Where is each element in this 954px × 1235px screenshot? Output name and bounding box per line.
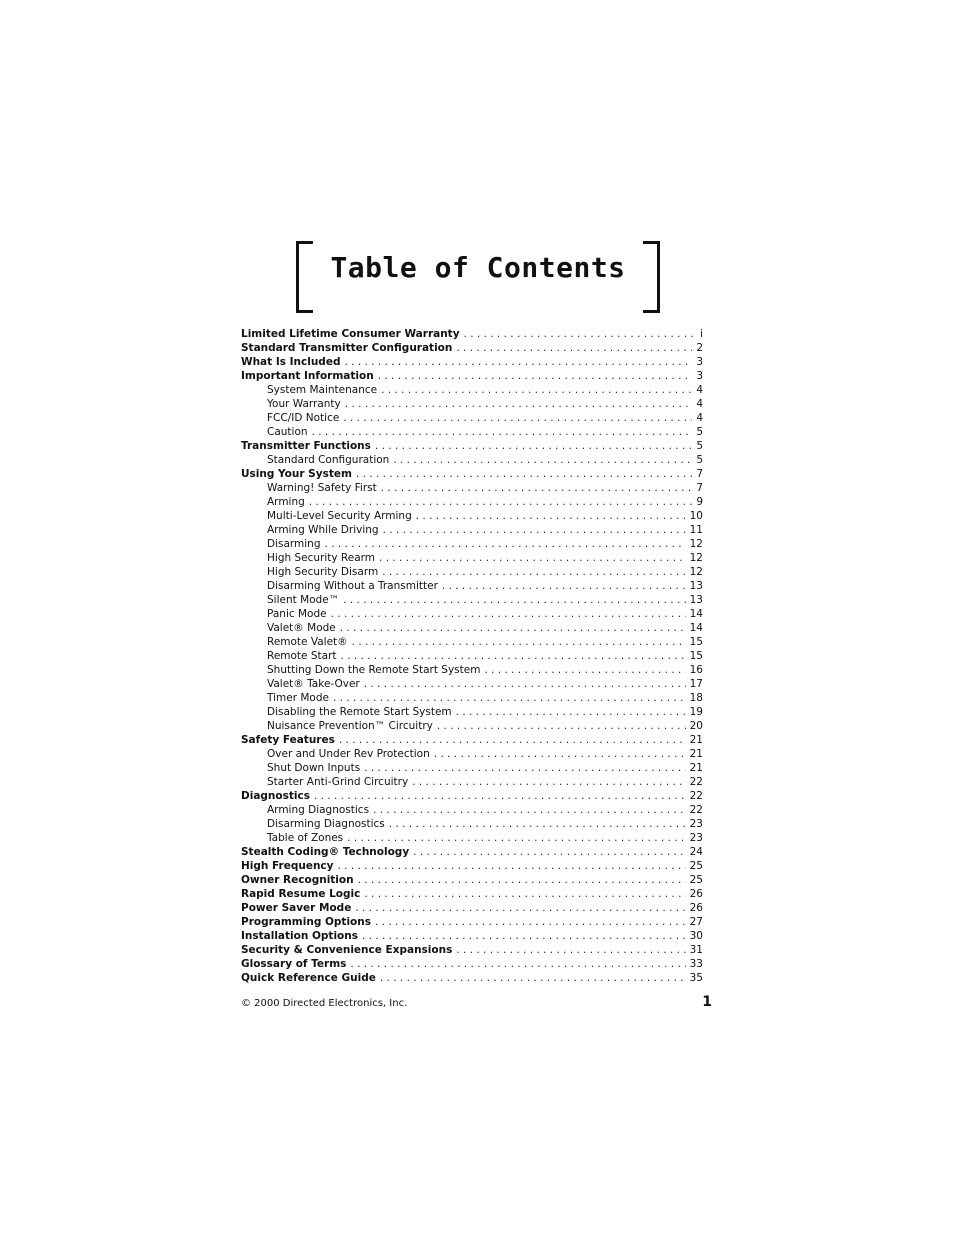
toc-subentry: [241, 523, 703, 537]
toc-entry-label: Diagnostics: [241, 790, 310, 802]
dot-leader: [378, 369, 693, 383]
toc-entry-page: 7: [696, 468, 703, 480]
toc-subentry: [241, 705, 703, 719]
toc-entry-label: Shut Down Inputs: [267, 762, 361, 774]
toc-entry: [241, 369, 703, 383]
toc-entry-label: Table of Zones: [267, 832, 344, 844]
toc-entry-label: What Is Included: [241, 356, 341, 368]
dot-leader: [325, 537, 686, 551]
toc-entry-page: 26: [689, 902, 703, 914]
toc-entry: [241, 873, 703, 887]
dot-leader: [375, 915, 686, 929]
toc-entry-label: Disabling the Remote Start System: [267, 706, 452, 718]
toc-entry-label: Important Information: [241, 370, 374, 382]
toc-subentry: [241, 551, 703, 565]
toc-subentry: [241, 621, 703, 635]
toc-entry-page: 15: [689, 636, 703, 648]
toc-subentry: [241, 831, 703, 845]
dot-leader: [416, 509, 686, 523]
toc-entry-label: Glossary of Terms: [241, 958, 347, 970]
dot-leader: [393, 453, 692, 467]
toc-entry-label: Arming While Driving: [267, 524, 379, 536]
dot-leader: [358, 873, 686, 887]
toc-entry-label: Remote Start: [267, 650, 337, 662]
toc-entry-label: Power Saver Mode: [241, 902, 352, 914]
dot-leader: [464, 327, 697, 341]
toc-entry-page: 13: [689, 580, 703, 592]
toc-entry-label: Warning! Safety First: [267, 482, 377, 494]
dot-leader: [379, 551, 686, 565]
toc-entry-page: 12: [689, 538, 703, 550]
toc-entry-page: 14: [689, 622, 703, 634]
toc-entry-label: Installation Options: [241, 930, 358, 942]
toc-entry-page: 11: [689, 524, 703, 536]
toc-entry: [241, 467, 703, 481]
toc-entry-page: 10: [689, 510, 703, 522]
toc-entry-page: 17: [689, 678, 703, 690]
toc-entry-page: 12: [689, 552, 703, 564]
toc-subentry: [241, 593, 703, 607]
toc-entry-label: Standard Transmitter Configuration: [241, 342, 453, 354]
dot-leader: [412, 775, 685, 789]
toc-entry-page: 30: [689, 930, 703, 942]
toc-entry: [241, 859, 703, 873]
toc-entry: [241, 439, 703, 453]
dot-leader: [437, 719, 686, 733]
toc-entry-label: Over and Under Rev Protection: [267, 748, 430, 760]
dot-leader: [355, 901, 685, 915]
toc-entry-page: 4: [696, 398, 703, 410]
toc-entry-label: Standard Configuration: [267, 454, 390, 466]
toc-entry-page: 26: [689, 888, 703, 900]
toc-entry-page: 35: [689, 972, 703, 984]
dot-leader: [343, 593, 685, 607]
toc-entry-page: 3: [696, 370, 703, 382]
toc-entry: [241, 789, 703, 803]
toc-entry-label: Arming Diagnostics: [267, 804, 370, 816]
toc-entry-page: 4: [696, 412, 703, 424]
toc-entry-page: 25: [689, 860, 703, 872]
dot-leader: [382, 565, 685, 579]
toc-subentry: [241, 663, 703, 677]
dot-leader: [456, 943, 685, 957]
toc-entry-label: High Security Rearm: [267, 552, 376, 564]
toc-subentry: [241, 509, 703, 523]
toc-entry-label: Shutting Down the Remote Start System: [267, 664, 481, 676]
dot-leader: [341, 649, 686, 663]
dot-leader: [364, 887, 685, 901]
dot-leader: [375, 439, 692, 453]
dot-leader: [456, 705, 686, 719]
dot-leader: [362, 929, 686, 943]
toc-entry-label: Timer Mode: [267, 692, 329, 704]
toc-subentry: [241, 383, 703, 397]
toc-entry: [241, 845, 703, 859]
dot-leader: [350, 957, 685, 971]
toc-entry-page: 21: [689, 762, 703, 774]
toc-entry-page: 21: [689, 748, 703, 760]
toc-entry-page: i: [700, 328, 703, 340]
toc-entry-label: Valet® Mode: [267, 622, 336, 634]
toc-entry-page: 16: [689, 664, 703, 676]
toc-subentry: [241, 537, 703, 551]
dot-leader: [389, 817, 686, 831]
dot-leader: [331, 607, 686, 621]
toc-subentry: [241, 803, 703, 817]
toc-entry-page: 23: [689, 832, 703, 844]
toc-entry-label: Safety Features: [241, 734, 335, 746]
toc-entry: [241, 971, 703, 985]
toc-entry-page: 22: [689, 790, 703, 802]
dot-leader: [309, 495, 693, 509]
toc-entry-page: 5: [696, 426, 703, 438]
toc-entry-page: 13: [689, 594, 703, 606]
dot-leader: [381, 383, 692, 397]
dot-leader: [352, 635, 686, 649]
toc-entry-page: 23: [689, 818, 703, 830]
toc-subentry: [241, 775, 703, 789]
toc-subentry: [241, 649, 703, 663]
toc-entry-page: 2: [696, 342, 703, 354]
toc-subentry: [241, 495, 703, 509]
toc-subentry: [241, 635, 703, 649]
toc-entry: [241, 341, 703, 355]
toc-subentry: [241, 425, 703, 439]
toc-entry-label: High Frequency: [241, 860, 334, 872]
dot-leader: [356, 467, 692, 481]
toc-entry: [241, 887, 703, 901]
dot-leader: [343, 411, 692, 425]
toc-subentry: [241, 747, 703, 761]
toc-entry-label: FCC/ID Notice: [267, 412, 340, 424]
dot-leader: [383, 523, 686, 537]
toc-entry-label: Quick Reference Guide: [241, 972, 376, 984]
page-footer: [241, 994, 712, 1010]
toc-entry-page: 22: [689, 804, 703, 816]
page-title: Table of Contents: [330, 251, 626, 284]
toc-subentry: [241, 817, 703, 831]
title-block: [296, 241, 660, 311]
toc-entry-page: 5: [696, 440, 703, 452]
toc-entry-page: 33: [689, 958, 703, 970]
toc-entry: [241, 915, 703, 929]
toc-entry: [241, 355, 703, 369]
dot-leader: [413, 845, 685, 859]
toc-entry: [241, 957, 703, 971]
toc-entry-label: Using Your System: [241, 468, 352, 480]
dot-leader: [373, 803, 686, 817]
table-of-contents: [241, 327, 703, 985]
toc-entry-label: Nuisance Prevention™ Circuitry: [267, 720, 433, 732]
toc-subentry: [241, 761, 703, 775]
toc-subentry: [241, 607, 703, 621]
toc-entry-label: Arming: [267, 496, 305, 508]
dot-leader: [339, 733, 686, 747]
dot-leader: [364, 761, 685, 775]
toc-entry: [241, 929, 703, 943]
toc-subentry: [241, 397, 703, 411]
toc-entry-page: 12: [689, 566, 703, 578]
toc-subentry: [241, 411, 703, 425]
toc-entry-page: 19: [689, 706, 703, 718]
toc-entry-label: Stealth Coding® Technology: [241, 846, 410, 858]
dot-leader: [484, 663, 685, 677]
toc-entry: [241, 733, 703, 747]
right-bracket: [643, 241, 660, 313]
toc-entry-page: 14: [689, 608, 703, 620]
dot-leader: [364, 677, 686, 691]
toc-subentry: [241, 579, 703, 593]
toc-entry-label: Your Warranty: [267, 398, 341, 410]
toc-entry-page: 25: [689, 874, 703, 886]
toc-entry-page: 31: [689, 944, 703, 956]
toc-entry-label: Programming Options: [241, 916, 371, 928]
toc-entry-page: 21: [689, 734, 703, 746]
toc-subentry: [241, 719, 703, 733]
toc-entry-page: 20: [689, 720, 703, 732]
toc-entry-label: Starter Anti-Grind Circuitry: [267, 776, 409, 788]
toc-subentry: [241, 481, 703, 495]
toc-entry-label: Disarming: [267, 538, 321, 550]
toc-entry-page: 24: [689, 846, 703, 858]
dot-leader: [381, 481, 693, 495]
dot-leader: [380, 971, 686, 985]
toc-entry-label: Multi-Level Security Arming: [267, 510, 412, 522]
dot-leader: [456, 341, 692, 355]
toc-entry-label: Security & Convenience Expansions: [241, 944, 453, 956]
toc-entry-label: Caution: [267, 426, 308, 438]
toc-entry-label: Limited Lifetime Consumer Warranty: [241, 328, 460, 340]
toc-entry-page: 7: [696, 482, 703, 494]
toc-entry-label: Disarming Without a Transmitter: [267, 580, 438, 592]
toc-entry-page: 22: [689, 776, 703, 788]
dot-leader: [312, 425, 693, 439]
dot-leader: [442, 579, 686, 593]
toc-entry-page: 9: [696, 496, 703, 508]
toc-entry-page: 4: [696, 384, 703, 396]
toc-entry-label: Panic Mode: [267, 608, 327, 620]
toc-entry-page: 18: [689, 692, 703, 704]
toc-entry-page: 27: [689, 916, 703, 928]
dot-leader: [345, 397, 693, 411]
toc-entry: [241, 327, 703, 341]
toc-entry-label: Valet® Take-Over: [267, 678, 360, 690]
toc-subentry: [241, 453, 703, 467]
toc-entry-page: 5: [696, 454, 703, 466]
toc-entry-label: High Security Disarm: [267, 566, 379, 578]
dot-leader: [333, 691, 686, 705]
dot-leader: [434, 747, 686, 761]
toc-entry-label: Rapid Resume Logic: [241, 888, 361, 900]
dot-leader: [314, 789, 686, 803]
copyright-notice: © 2000 Directed Electronics, Inc.: [241, 998, 408, 1009]
toc-entry-label: Transmitter Functions: [241, 440, 371, 452]
toc-entry: [241, 901, 703, 915]
dot-leader: [340, 621, 686, 635]
toc-entry-label: Disarming Diagnostics: [267, 818, 385, 830]
dot-leader: [347, 831, 685, 845]
toc-subentry: [241, 677, 703, 691]
toc-entry-label: System Maintenance: [267, 384, 378, 396]
toc-subentry: [241, 691, 703, 705]
toc-subentry: [241, 565, 703, 579]
toc-entry-page: 15: [689, 650, 703, 662]
toc-entry: [241, 943, 703, 957]
dot-leader: [338, 859, 686, 873]
toc-entry-label: Owner Recognition: [241, 874, 354, 886]
toc-entry-label: Remote Valet®: [267, 636, 348, 648]
page-number: 1: [702, 994, 712, 1010]
dot-leader: [344, 355, 692, 369]
toc-entry-page: 3: [696, 356, 703, 368]
toc-entry-label: Silent Mode™: [267, 594, 340, 606]
